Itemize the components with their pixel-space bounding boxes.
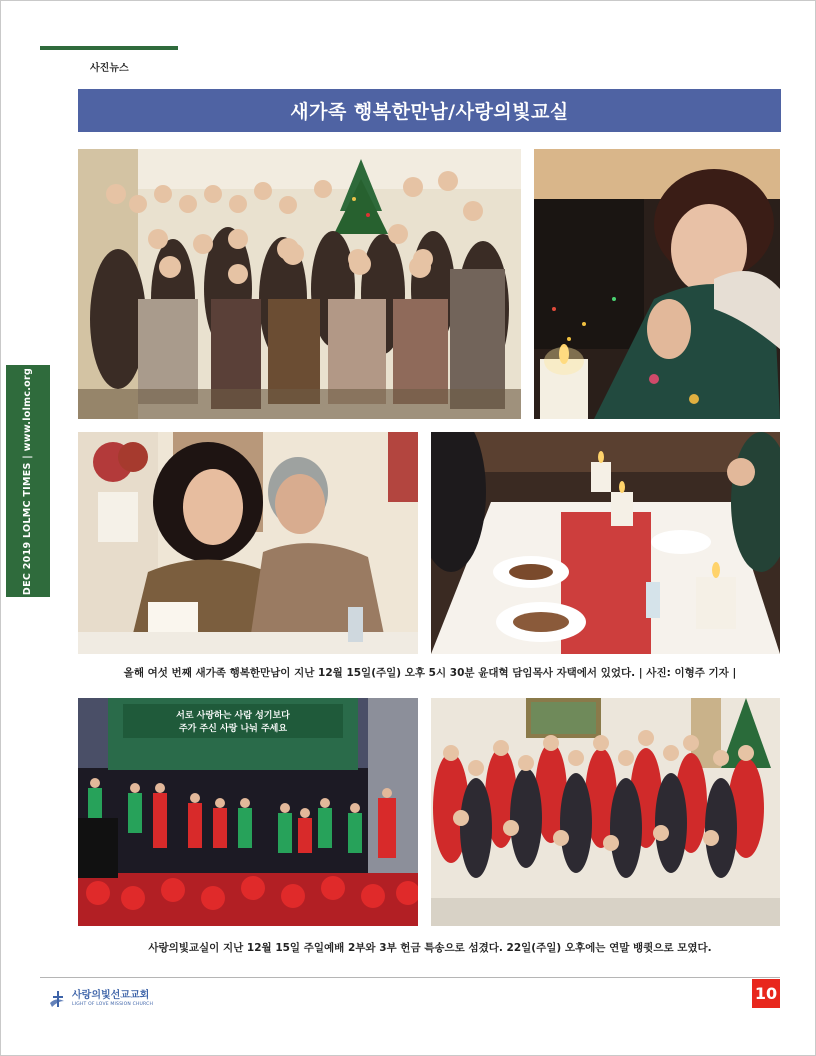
- photo-dinner-table: [431, 432, 780, 654]
- section-label: 사진뉴스: [90, 63, 129, 74]
- side-tab-text: DEC 2019 LOLMC TIMES | www.lolmc.org: [22, 367, 34, 595]
- side-tab: [6, 365, 50, 597]
- church-logo: [48, 989, 153, 1009]
- photo-large-group-home: [431, 698, 780, 926]
- page-title: 새가족 행복한만남/사랑의빛교실: [290, 101, 569, 123]
- photo-group-living-room: [78, 149, 521, 419]
- photo-caption-bottom: 사랑의빛교실이 지난 12월 15일 주일예배 2부와 3부 헌금 특송으로 섬겼다. 22일(주일) 오후에는 연말 뱅큇으로 모였다.: [148, 942, 712, 954]
- photo-couple-talking: [78, 432, 418, 654]
- title-bar: [78, 89, 781, 132]
- photo-caption-top: 올해 여섯 번째 새가족 행복한만남이 지난 12월 15일(주일) 오후 5시 30분 윤대혁 담임목사 자택에서 있었다. | 사진: 이형주 기자 |: [123, 667, 737, 679]
- page-number: 10: [752, 979, 780, 1008]
- screen-lyric-line-1: 서로 사랑하는 사람 성기보다: [176, 711, 290, 721]
- photo-choir-stage: [78, 698, 418, 926]
- photo-woman-praying: [534, 149, 780, 419]
- dove-cross-icon: [48, 989, 68, 1009]
- logo-subtitle: LIGHT OF LOVE MISSION CHURCH: [72, 1002, 154, 1007]
- screen-lyric-line-2: 주가 주신 사랑 나눠 주세요: [178, 724, 288, 734]
- logo-name: 사랑의빛선교교회: [72, 990, 150, 1001]
- top-rule: [40, 46, 178, 50]
- bottom-rule: [40, 977, 780, 978]
